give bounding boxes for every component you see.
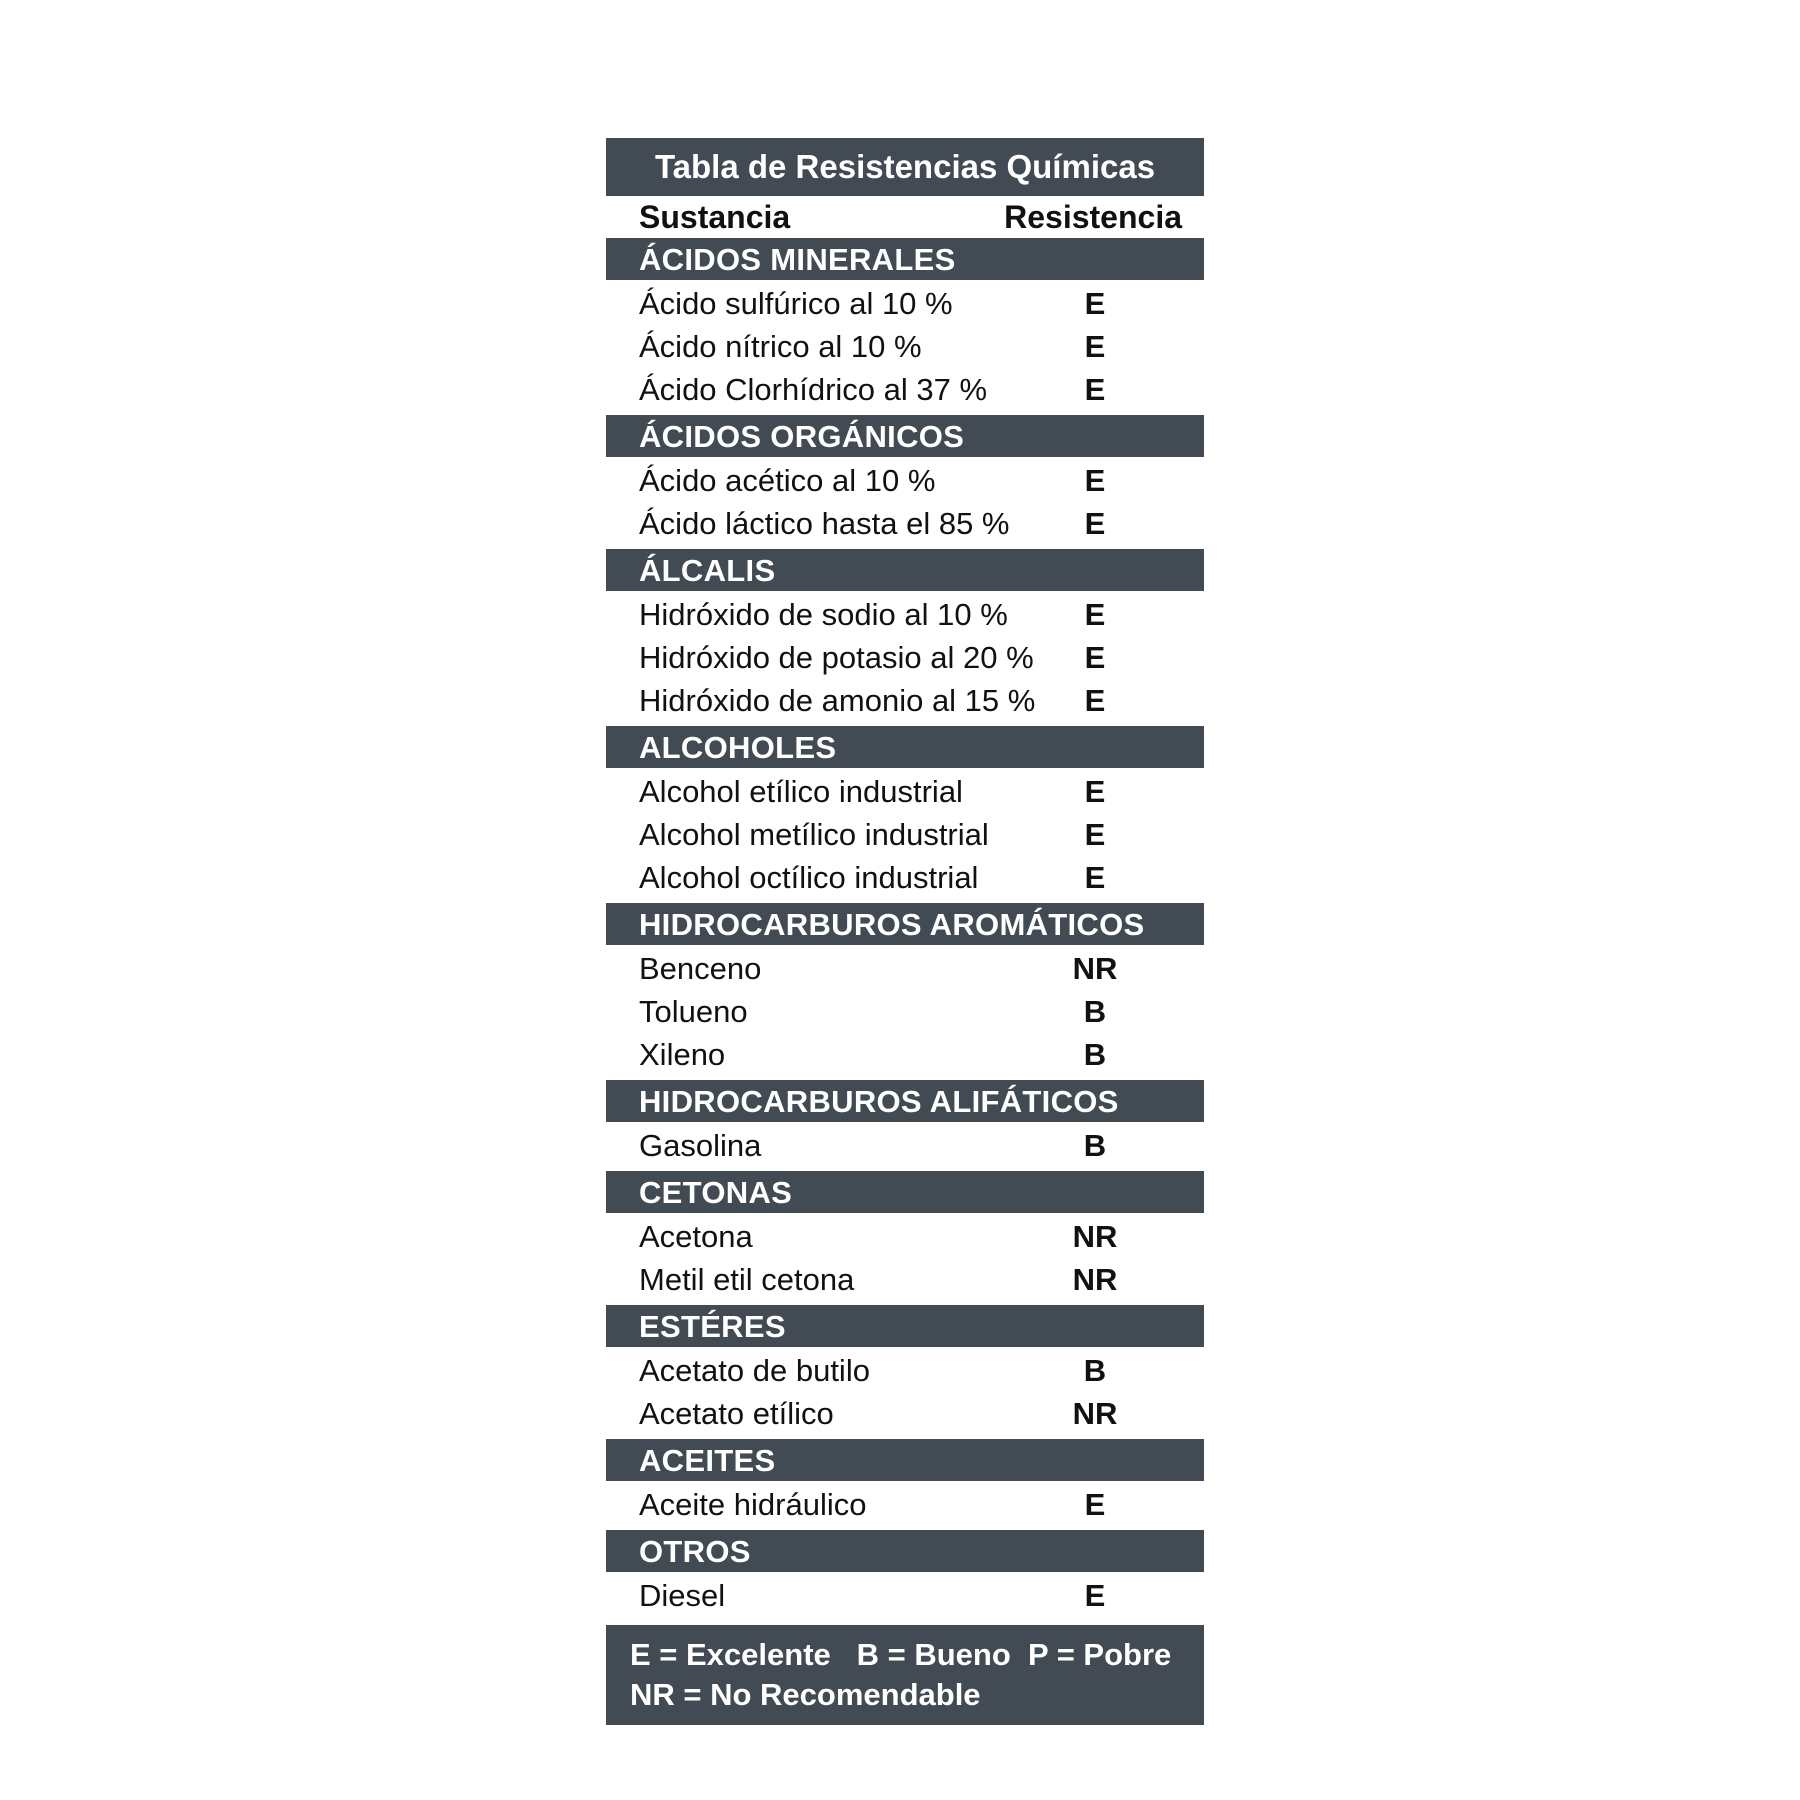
section — [606, 1171, 1204, 1305]
substance-name: Alcohol etílico industrial — [639, 774, 963, 809]
section — [606, 1080, 1204, 1171]
resistance-value: B — [1083, 994, 1107, 1029]
resistance-value: NR — [1072, 1219, 1118, 1254]
section — [606, 903, 1204, 1080]
substance-name: Alcohol octílico industrial — [639, 860, 979, 895]
table-row — [606, 1483, 1204, 1526]
table-row — [606, 856, 1204, 899]
table-row — [606, 1392, 1204, 1435]
resistance-value: NR — [1072, 1262, 1118, 1297]
substance-name: Hidróxido de sodio al 10 % — [639, 597, 1008, 632]
resistance-value: E — [1084, 683, 1106, 718]
section-rows — [606, 280, 1204, 415]
sections-container — [606, 238, 1204, 1621]
table-row — [606, 593, 1204, 636]
table-row — [606, 636, 1204, 679]
section-title: ALCOHOLES — [606, 726, 1204, 768]
table-row — [606, 1574, 1204, 1617]
resistance-value: E — [1084, 817, 1106, 852]
resistance-value: B — [1083, 1037, 1107, 1072]
substance-name: Alcohol metílico industrial — [639, 817, 989, 852]
resistance-value: E — [1084, 1578, 1106, 1613]
section-title: ACEITES — [606, 1439, 1204, 1481]
section — [606, 1305, 1204, 1439]
substance-name: Tolueno — [639, 994, 748, 1029]
substance-name: Xileno — [639, 1037, 726, 1072]
section-rows — [606, 457, 1204, 549]
substance-name: Gasolina — [639, 1128, 762, 1163]
resistance-value: NR — [1072, 951, 1118, 986]
resistance-value: E — [1084, 640, 1106, 675]
table-row — [606, 325, 1204, 368]
table-title: Tabla de Resistencias Químicas — [606, 138, 1204, 196]
table-row — [606, 1033, 1204, 1076]
table-row — [606, 990, 1204, 1033]
table-row — [606, 770, 1204, 813]
resistance-value: E — [1084, 597, 1106, 632]
substance-name: Hidróxido de potasio al 20 % — [639, 640, 1034, 675]
column-headers — [606, 196, 1204, 238]
substance-name: Aceite hidráulico — [639, 1487, 867, 1522]
substance-name: Ácido sulfúrico al 10 % — [639, 286, 953, 321]
resistance-column-header: Resistencia — [1004, 199, 1182, 235]
substance-name: Ácido acético al 10 % — [639, 463, 936, 498]
substance-column-header: Sustancia — [639, 199, 791, 235]
resistance-value: E — [1084, 463, 1106, 498]
section — [606, 549, 1204, 726]
table-row — [606, 1349, 1204, 1392]
section — [606, 1439, 1204, 1530]
section-rows — [606, 1572, 1204, 1621]
resistance-value: NR — [1072, 1396, 1118, 1431]
section-title: ÁLCALIS — [606, 549, 1204, 591]
table-row — [606, 947, 1204, 990]
substance-name: Metil etil cetona — [639, 1262, 855, 1297]
substance-name: Ácido nítrico al 10 % — [639, 329, 922, 364]
substance-name: Ácido Clorhídrico al 37 % — [639, 372, 988, 407]
substance-name: Ácido láctico hasta el 85 % — [639, 506, 1010, 541]
substance-name: Acetato etílico — [639, 1396, 834, 1431]
section — [606, 726, 1204, 903]
resistance-value: E — [1084, 860, 1106, 895]
table-row — [606, 282, 1204, 325]
section — [606, 415, 1204, 549]
resistance-value: E — [1084, 372, 1106, 407]
table-row — [606, 1124, 1204, 1167]
resistance-value: E — [1084, 774, 1106, 809]
section-rows — [606, 1213, 1204, 1305]
table-row — [606, 502, 1204, 545]
substance-name: Acetato de butilo — [639, 1353, 870, 1388]
section-title: ÁCIDOS MINERALES — [606, 238, 1204, 280]
section-title: HIDROCARBUROS AROMÁTICOS — [606, 903, 1204, 945]
section-title: HIDROCARBUROS ALIFÁTICOS — [606, 1080, 1204, 1122]
section-rows — [606, 945, 1204, 1080]
table-row — [606, 679, 1204, 722]
resistance-value: E — [1084, 1487, 1106, 1522]
table-row — [606, 1258, 1204, 1301]
legend-line-1: E = Excelente B = Bueno P = Pobre — [630, 1637, 1172, 1672]
table-row — [606, 459, 1204, 502]
table-row — [606, 813, 1204, 856]
section-rows — [606, 768, 1204, 903]
section-title: CETONAS — [606, 1171, 1204, 1213]
section-title: OTROS — [606, 1530, 1204, 1572]
substance-name: Benceno — [639, 951, 762, 986]
table-row — [606, 1215, 1204, 1258]
table-row — [606, 368, 1204, 411]
section-title: ESTÉRES — [606, 1305, 1204, 1347]
resistance-value: E — [1084, 286, 1106, 321]
section — [606, 238, 1204, 415]
chemical-resistance-table — [606, 138, 1204, 1725]
section-title: ÁCIDOS ORGÁNICOS — [606, 415, 1204, 457]
resistance-value: B — [1083, 1353, 1107, 1388]
resistance-value: E — [1084, 329, 1106, 364]
section-rows — [606, 1347, 1204, 1439]
legend-line-2: NR = No Recomendable — [630, 1677, 981, 1712]
legend — [606, 1625, 1204, 1725]
section-rows — [606, 591, 1204, 726]
substance-name: Acetona — [639, 1219, 753, 1254]
resistance-value: E — [1084, 506, 1106, 541]
substance-name: Diesel — [639, 1578, 726, 1613]
resistance-value: B — [1083, 1128, 1107, 1163]
section-rows — [606, 1481, 1204, 1530]
section-rows — [606, 1122, 1204, 1171]
section — [606, 1530, 1204, 1621]
substance-name: Hidróxido de amonio al 15 % — [639, 683, 1036, 718]
